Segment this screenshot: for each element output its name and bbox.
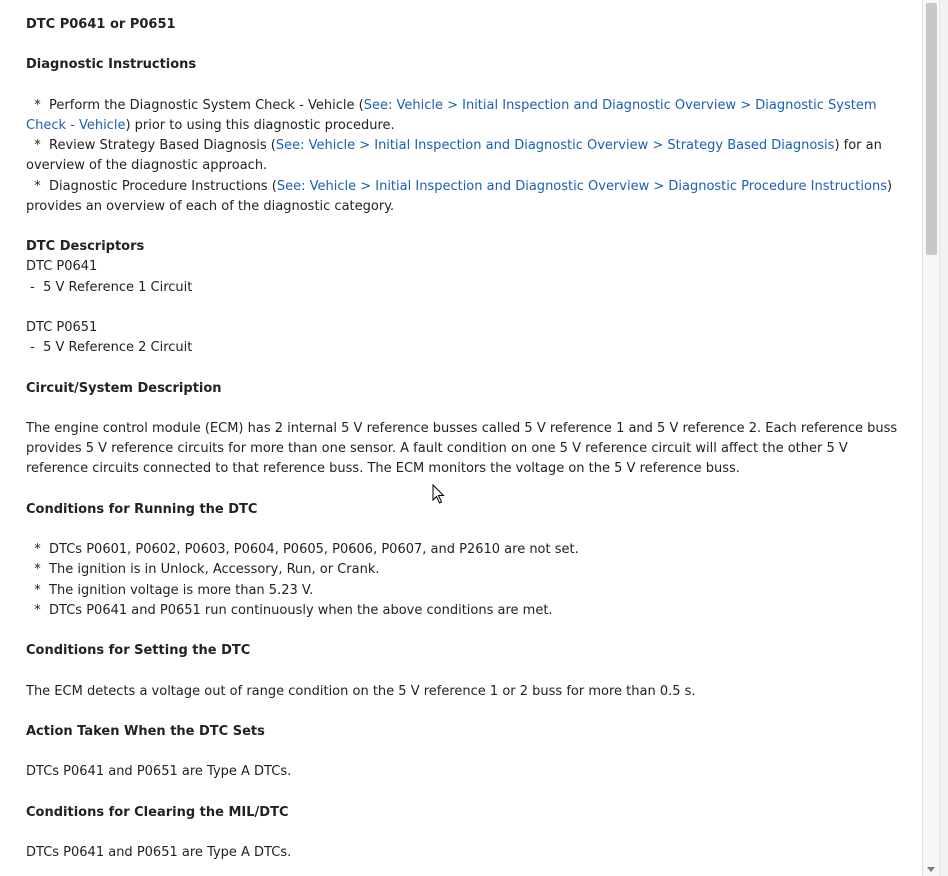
list-item (26, 581, 906, 601)
list-item (26, 540, 906, 560)
dtc-code: DTC P0651 (26, 319, 98, 335)
document-content (26, 15, 906, 863)
scrollbar-thumb[interactable] (926, 3, 937, 255)
page-title: DTC P0641 or P0651 (26, 17, 176, 32)
list-item-text: Review Strategy Based Diagnosis ( (49, 138, 276, 154)
list-item-text: Diagnostic Procedure Instructions ( (49, 178, 277, 194)
vertical-scrollbar[interactable] (922, 0, 948, 876)
scroll-down-arrow-icon[interactable] (927, 867, 935, 872)
list-item-text: The ignition is in Unlock, Accessory, Run, or Crank. (49, 562, 380, 578)
dtc-description: - 5 V Reference 1 Circuit (26, 279, 193, 295)
section-heading-conditions-setting: Conditions for Setting the DTC (26, 643, 251, 659)
list-item-text: DTCs P0641 and P0651 run continuously when the above conditions are met. (49, 602, 553, 618)
list-item (26, 177, 906, 217)
conditions-running-list (26, 540, 906, 621)
section-heading-circuit-description: Circuit/System Description (26, 380, 222, 396)
list-item-text: DTCs P0601, P0602, P0603, P0604, P0605, P0606, P0607, and P2610 are not set. (49, 542, 579, 558)
bullet-marker: * (34, 602, 41, 618)
action-taken-text: DTCs P0641 and P0651 are Type A DTCs. (26, 764, 292, 780)
list-item-text: ) for an overview of the diagnostic approach. (26, 138, 882, 174)
bullet-marker: * (34, 582, 41, 598)
conditions-clearing-text: DTCs P0641 and P0651 are Type A DTCs. (26, 845, 292, 861)
dtc-code: DTC P0641 (26, 259, 98, 275)
bullet-marker: * (34, 178, 41, 194)
scrollbar-track[interactable] (923, 0, 940, 876)
section-heading-action-taken: Action Taken When the DTC Sets (26, 723, 265, 739)
list-item-text: ) provides an overview of each of the diagnostic category. (26, 178, 893, 214)
link-strategy-based-diagnosis[interactable]: See: Vehicle > Initial Inspection and Diagnostic Overview > Strategy Based Diagnosis (275, 138, 835, 154)
dtc-description: - 5 V Reference 2 Circuit (26, 340, 193, 356)
bullet-marker: * (34, 562, 41, 578)
circuit-description-text: The engine control module (ECM) has 2 internal 5 V reference busses called 5 V reference 1 and 5 V reference 2. Each reference buss provides 5 V reference circuits for more than one sensor. A fault condition on one 5 V reference circuit will affect the other 5 V reference circuits connected to that reference buss. The ECM monitors the voltage on the 5 V reference buss. (26, 420, 898, 477)
bullet-marker: * (34, 138, 41, 154)
bullet-marker: * (34, 542, 41, 558)
section-heading-conditions-running: Conditions for Running the DTC (26, 501, 258, 517)
conditions-setting-text: The ECM detects a voltage out of range condition on the 5 V reference 1 or 2 buss for more than 0.5 s. (26, 683, 696, 699)
bullet-marker: * (34, 97, 41, 113)
link-diagnostic-system-check[interactable]: See: Vehicle > Initial Inspection and Diagnostic Overview > Diagnostic System Check - Vehicle (26, 97, 877, 133)
list-item-text: Perform the Diagnostic System Check - Vehicle ( (49, 97, 364, 113)
link-diagnostic-procedure-instructions[interactable]: See: Vehicle > Initial Inspection and Diagnostic Overview > Diagnostic Procedure Instructions (276, 178, 887, 194)
list-item (26, 560, 906, 580)
diagnostic-instructions-list (26, 96, 906, 217)
mouse-cursor-icon (432, 484, 446, 504)
section-heading-diagnostic-instructions: Diagnostic Instructions (26, 57, 197, 73)
section-heading-dtc-descriptors: DTC Descriptors (26, 239, 145, 255)
list-item (26, 136, 906, 176)
list-item-text: The ignition voltage is more than 5.23 V. (49, 582, 314, 598)
list-item-text: ) prior to using this diagnostic procedure. (125, 117, 395, 133)
section-heading-conditions-clearing: Conditions for Clearing the MIL/DTC (26, 804, 289, 820)
list-item (26, 96, 906, 136)
list-item (26, 601, 906, 621)
